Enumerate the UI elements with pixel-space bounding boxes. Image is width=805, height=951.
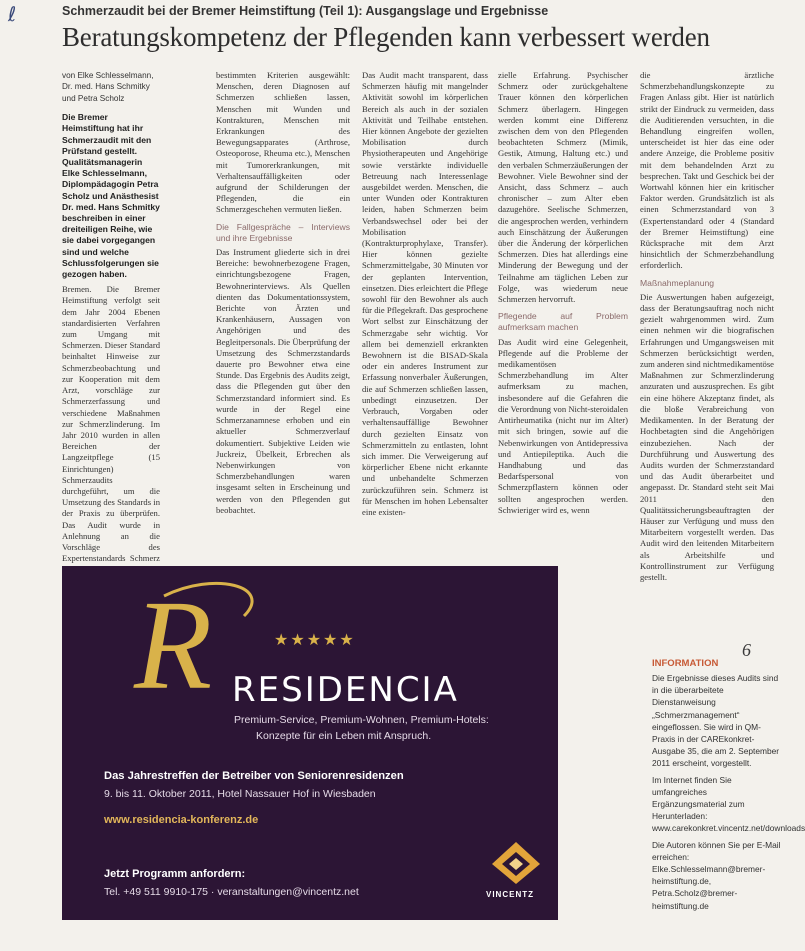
ad-event-date: 9. bis 11. Oktober 2011, Hotel Nassauer Hof in Wiesbaden bbox=[104, 788, 376, 800]
lead-paragraph: Die Bremer Heimstiftung hat ihr Schmerzaudit mit den Prüfstand gestellt. Qualitätsmanagerin Elke Schlesselmann, Diplompädagogin Petra Scholz und Anästhesist Dr. med. Hans Schmitky beschreiben in einer dreiteiligen Reihe, wie sie dabei vorgegangen sind und welche Schlussfolgerungen sie gezogen haben. bbox=[62, 112, 160, 280]
col2-subheading: Die Fallgespräche – Interviews und ihre Ergebnisse bbox=[216, 221, 350, 243]
column-1 bbox=[62, 70, 160, 564]
article-kicker: Schmerzaudit bei der Bremer Heimstiftung (Teil 1): Ausgangslage und Ergebnisse bbox=[62, 4, 549, 18]
column-5 bbox=[640, 70, 774, 660]
publisher-name: VINCENTZ bbox=[486, 890, 534, 899]
info-heading: INFORMATION bbox=[652, 658, 719, 669]
col1-body: Bremen. Die Bremer Heimstiftung verfolgt seit dem Jahr 2004 Ebenen standardisierten Verfahren zum Umgang mit Schmerzen. Dieser Standard beinhaltet Hinweise zur Schmerzbeobachtung und zur Kooperation mit dem Arzt, vorschläge zur Schmerzerfassung und verschiedene Maßnahmen zur Schmerzlinderung. Im Jahr 2010 wurden in allen Bereichen der Langzeitpflege (15 Einrichtungen) Schmerzaudits durchgeführt, um die Umsetzung des Standards in der Praxis zu überprüfen. Das Audit wurde in Anlehnung an die Vorschläge des Expertenstandards Schmerz bbox=[62, 284, 160, 564]
ad-cta: Jetzt Programm anfordern: bbox=[104, 868, 246, 880]
ad-tagline-2: Konzepte für ein Leben mit Anspruch. bbox=[256, 730, 432, 742]
ad-contact[interactable]: Tel. +49 511 9910-175 · veranstaltungen@vincentz.net bbox=[104, 886, 359, 898]
residencia-advertisement[interactable] bbox=[62, 566, 558, 920]
col4-body-2: Das Audit wird eine Gelegenheit, Pflegende auf die Probleme der medikamentösen Schmerzbehandlung im Alter aufmerksam zu machen, insbesondere auf die Gefahren die die Verordnung von Nicht-steroidalen Antirheumatika (nicht nur im Alter) mit sich bringen, sowie auf die Nebenwirkungen von Antidepressiva und Antiepileptika. Auch die Handhabung und das Bedarfspersonal von Schmerzpflastern können oder sollten angesprochen werden. Schwieriger wird es, wenn bbox=[498, 336, 628, 515]
info-text-1: Die Ergebnisse dieses Audits sind in die überarbeitete Dienstanweisung „Schmerzmanagement“ eingeflossen. Sie wird in QM-Praxis in der CAREkonkret-Ausgabe 35, die am 2. September 2011 erscheint, vorgestellt. bbox=[652, 673, 780, 769]
rating-stars: ★★★★★ bbox=[274, 632, 356, 649]
col3-body: Das Audit macht transparent, dass Schmerzen häufig mit mangelnder Aktivität sowohl im körperlichen Bereich als auch in der sozialen Aktivität und Teilhabe entstehen. Hier können Angebote der gezielten Mobilisation durch Physiotherapeuten und Angehörige sowie verstärkte individuelle Betreuung nach Interessenlage ausgebildet werden. Menschen, die unter Wunden oder Kontrakturen leiden, haben Schmerzen beim Verbandswechsel oder bei der Mobilisation (Kontrakturprophylaxe, Transfer). Hier können gezielte Schmerzmittelgabe, 30 Minuten vor der geplanten Intervention, einsetzen. Dies erleichtert die Pflege sowohl für den Bewohner als auch für die Pflegekraft. Das gesprochene Wort selbst zur Einschätzung der Schmerzgabe sehr wichtig. Vor allem bei demenziell erkrankten Bewohnern ist die BISAD-Skala oder ein anderes Instrument zur Erfassung nonverbaler Äußerungen, die auf Schmerzen schließen lassen, unbedingt einzusetzen. Der Verbrauch, Vorgaben oder verhaltensauffällige Bewohner durch gezielten Einsatz von Schmerzmitteln zu entlasten, lohnt sich immer. Die Verweigerung auf körperlicher Ebene nicht erkannte und unbehandelte Schmerzen zurückzuführen sein. Schmerz ist für Menschen im hohen Lebensalter eine existen- bbox=[362, 70, 488, 517]
ad-tagline-1: Premium-Service, Premium-Wohnen, Premium-Hotels: bbox=[234, 714, 489, 726]
column-3 bbox=[362, 70, 488, 554]
ad-brand: RESIDENCIA bbox=[232, 670, 459, 710]
col5-body: die ärztliche Schmerzbehandlungskonzepte zu Fragen Anlass gibt. Hier ist natürlich strikt der Eindruck zu vermeiden, dass die Auditierenden versuchten, in die Behandlung eingreifen wollen, unterscheidet ist hier das eine oder andere Anzeige, die Probleme positiv mit dem behandelnden Arzt zu besprechen. Takt und Geschick bei der Wortwahl können hier ein kritischer Faktor werden. Grundsätzlich ist als einen Schmerzstandard von 3 (Expertenstandard oder 4 (Standard der Bremer Heimstiftung) eine Rücksprache mit dem Arzt hinsichtlich der Schmerzbehandlung erforderlich. bbox=[640, 70, 774, 271]
column-4 bbox=[498, 70, 628, 554]
handwritten-number: 6 bbox=[742, 640, 751, 660]
ad-event-title: Das Jahrestreffen der Betreiber von Seniorenresidenzen bbox=[104, 770, 404, 782]
col2-body-2: Das Instrument gliederte sich in drei Bereiche: bewohnerbezogene Fragen, einrichtungsbezogene Fragen, Bewohnerinterviews. Als Quellen dienten das Dokumentationssystem, Berichte von Ärzten und Krankenhäusern, Aussagen von Angehörigen und des Begleitpersonals. Die Überprüfung der Umsetzung des Schmerzstandards dauerte pro Bewohner etwa eine Stunde. Das Ergebnis des Audits zeigt, dass die Pflegenden gut über den Schmerzstandard informiert sind. Es wurde in der Regel eine Schmerzanamnese erhoben und ein aktueller Schmerzverlauf dokumentiert. Subjektive Leiden wie Juckreiz, Übelkeit, Erbrechen als Nebenwirkungen von Schmerzbehandlungen waren insgesamt selten in Erscheinung und werden von den Pflegenden gut beobachtet. bbox=[216, 247, 350, 515]
vincentz-logo-icon bbox=[490, 840, 542, 886]
authors: von Elke Schlesselmann, Dr. med. Hans Schmitky und Petra Scholz bbox=[62, 71, 154, 103]
column-2 bbox=[216, 70, 350, 554]
ad-url-link[interactable]: www.residencia-konferenz.de bbox=[104, 814, 259, 826]
col5-subheading: Maßnahmeplanung bbox=[640, 277, 715, 288]
svg-text:R: R bbox=[134, 574, 213, 716]
info-text-3: Die Autoren können Sie per E-Mail erreichen: Elke.Schlesselmann@bremer-heimstiftung.de, Petra.Scholz@bremer-heimstiftung.de bbox=[652, 839, 781, 911]
handwritten-mark: ℓ bbox=[8, 2, 17, 26]
col4-body: zielle Erfahrung. Psychischer Schmerz oder zurückgehaltene Trauer können den körperlichen Schmerz überlagern. Hingegen werden kommt eine Differenz zwischen dem von den Pflegenden beobachteten Schmerz (Mimik, Gestik, Atmung, Haltung etc.) und den verbalen Schmerzäußerungen der Bewohner. Viele Bewohner sind der Ansicht, dass Schmerz – auch chronischer – zum Alter eben dazugehöre. Seelische Schmerzen, die angesprochen werden, verhindern auch Einschätzung der Äußerungen über die Änderung der körperlichen Schmerzen. Dies hat allerdings eine Minderung der Bewegung und der Teilnahme am täglichen Leben zur Folge, was wiederum neue Schmerzen hervorruft. bbox=[498, 70, 628, 305]
info-text-2: Im Internet finden Sie umfangreiches Ergänzungsmaterial zum Herunterladen: www.carekonkret.vincentz.net/downloads bbox=[652, 774, 805, 834]
info-box bbox=[652, 672, 805, 916]
article-headline: Beratungskompetenz der Pflegenden kann verbessert werden bbox=[62, 22, 710, 52]
col4-subheading: Pflegende auf Problem aufmerksam machen bbox=[498, 311, 628, 333]
col2-body: bestimmten Kriterien ausgewählt: Menschen, deren Diagnosen auf Schmerzen schließen lassen, Menschen mit Wunden und Kontrakturen, Menschen mit Erkrankungen des Bewegungsapparates (Arthrose, Osteoporose, Rheuma etc.), Menschen mit Tumorerkrankungen, mit Verhaltensauffälligkeiten oder aufgrund der Schilderungen der Pflegenden, die ein Schmerzgeschehen vermuten ließen. bbox=[216, 70, 350, 215]
col5-body-2: Die Auswertungen haben aufgezeigt, dass der Beratungsauftrag noch nicht gezielt wahrgenommen wird. Zum einen nehmen wir die biografischen Erfahrungen und Umgangsweisen mit Schmerzen berücksichtigt werden, zum anderen sind nichtmedikamentöse Maßnahmen zur Schmerzlinderung anzuraten und auszusprechen. Es gibt ein eine höhere Akzeptanz findet, als die bloße Verabreichung von Medikamenten. In der Beratung der Hochbetagten sind die Angehörigen einzubeziehen. Nach der Durchführung und Auswertung des Audits wurden der Schmerzstandard und das Audit überarbeitet und angepasst. Dr. Standard steht seit Mai 2011 den Qualitätssicherungsbeauftragten der Häuser zur Verfügung und muss den Mitarbeitern vorgestellt werden. Das Audit wird den leitenden Mitarbeitern als Arbeitshilfe und Kontrollinstrument zur Verfügung gestellt. bbox=[640, 291, 774, 582]
